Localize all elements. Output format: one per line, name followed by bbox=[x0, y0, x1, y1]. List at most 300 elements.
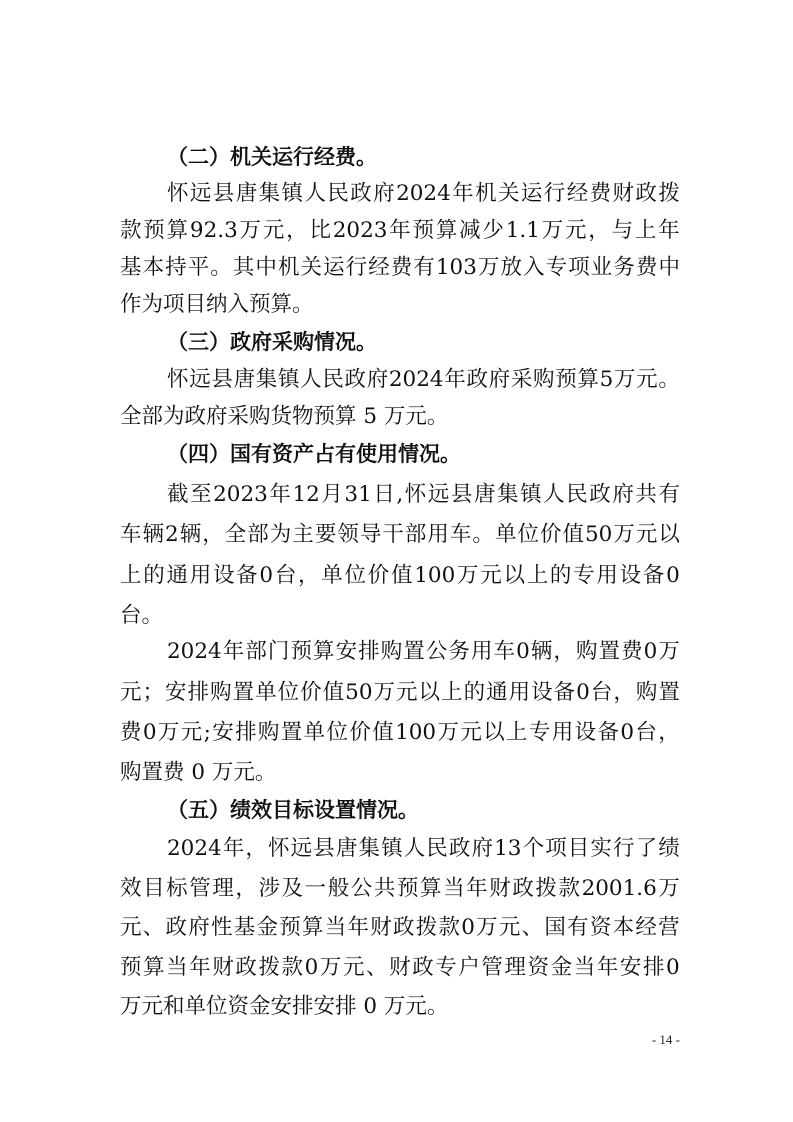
text-glyph: 政 bbox=[393, 915, 415, 940]
text-glyph: 领 bbox=[337, 522, 359, 547]
text-glyph: 购 bbox=[635, 680, 658, 705]
text-glyph: 府 bbox=[488, 367, 511, 392]
text-glyph: 经 bbox=[368, 255, 390, 280]
text-glyph: 元 bbox=[262, 218, 285, 243]
text-glyph: 2024 bbox=[396, 181, 451, 206]
text-glyph: 运 bbox=[323, 255, 345, 280]
text-glyph: 2023 bbox=[332, 218, 388, 243]
text-glyph: 算 bbox=[302, 915, 324, 940]
text-glyph: 府 bbox=[612, 482, 634, 507]
text-glyph: 万 bbox=[477, 255, 500, 280]
text-glyph: 款 bbox=[281, 955, 304, 980]
text-glyph: 安 bbox=[335, 639, 358, 664]
text-glyph: 为 bbox=[269, 522, 292, 547]
text-glyph: , bbox=[396, 482, 404, 507]
text-glyph: 拨 bbox=[535, 876, 557, 901]
text-glyph: 上 bbox=[526, 563, 549, 588]
text-glyph: 置 bbox=[280, 720, 303, 745]
text-glyph: 人 bbox=[304, 181, 326, 206]
text-glyph: 理 bbox=[212, 876, 234, 901]
text-glyph: 上 bbox=[506, 720, 528, 745]
text-glyph: 、 bbox=[521, 915, 544, 940]
paragraph-line bbox=[167, 477, 680, 513]
text-glyph: 31 bbox=[344, 482, 372, 507]
text-glyph: 截 bbox=[167, 482, 189, 507]
text-glyph: 的 bbox=[463, 680, 486, 705]
text-glyph: 远 bbox=[427, 482, 450, 507]
text-glyph: 元 bbox=[635, 522, 658, 547]
text-glyph: 项 bbox=[568, 255, 590, 280]
paragraph-line: 购置费 0 万元。 bbox=[120, 760, 277, 785]
section-heading-2: （二）机关运行经费。 bbox=[167, 145, 377, 169]
text-glyph: 的 bbox=[549, 563, 572, 588]
text-glyph: 购 bbox=[533, 367, 555, 392]
text-glyph: 政 bbox=[344, 367, 367, 392]
text-glyph: 专 bbox=[573, 563, 595, 588]
text-glyph: 减 bbox=[459, 218, 481, 243]
text-glyph: 民 bbox=[327, 181, 349, 206]
text-glyph: 值 bbox=[372, 720, 394, 745]
text-glyph: 上 bbox=[441, 680, 463, 705]
text-glyph: 费 bbox=[589, 181, 612, 206]
text-glyph: 车 bbox=[449, 522, 472, 547]
section-heading-3: （三）政府采购情况。 bbox=[167, 330, 377, 354]
text-glyph: 排 bbox=[187, 680, 210, 705]
text-glyph: 集 bbox=[358, 836, 380, 861]
paragraph-line: 万元和单位资金安排安排 0 万元。 bbox=[120, 994, 449, 1019]
text-glyph: 业 bbox=[590, 255, 613, 280]
text-glyph: 用 bbox=[427, 522, 449, 547]
paragraph-line bbox=[120, 715, 680, 751]
text-glyph: ； bbox=[142, 680, 165, 705]
text-glyph: 排 bbox=[235, 720, 257, 745]
text-glyph: 运 bbox=[520, 181, 543, 206]
text-glyph: 、 bbox=[142, 915, 165, 940]
text-glyph: 远 bbox=[189, 181, 212, 206]
text-glyph: 民 bbox=[566, 482, 588, 507]
text-glyph: 价 bbox=[539, 522, 562, 547]
text-glyph: 通 bbox=[486, 680, 508, 705]
text-glyph: 行 bbox=[543, 181, 566, 206]
text-glyph: 金 bbox=[550, 955, 573, 980]
text-glyph: 设 bbox=[619, 563, 642, 588]
text-glyph: 镇 bbox=[381, 836, 403, 861]
text-glyph: 2023 bbox=[213, 482, 268, 507]
text-glyph: ， bbox=[286, 218, 308, 243]
text-glyph: 镇 bbox=[520, 482, 542, 507]
text-glyph: 年 bbox=[269, 482, 291, 507]
text-glyph: 位 bbox=[344, 563, 367, 588]
text-glyph: 基 bbox=[120, 255, 142, 280]
text-glyph: 部 bbox=[404, 522, 427, 547]
text-glyph: 县 bbox=[211, 367, 233, 392]
text-glyph: 其 bbox=[232, 255, 255, 280]
text-glyph: 台 bbox=[274, 563, 297, 588]
text-glyph: 购 bbox=[257, 720, 280, 745]
text-glyph: 预 bbox=[279, 915, 301, 940]
text-glyph: 部 bbox=[247, 522, 269, 547]
text-glyph: 资 bbox=[527, 955, 550, 980]
text-glyph: 有 bbox=[658, 482, 680, 507]
text-glyph: 0 bbox=[666, 955, 680, 980]
text-glyph: ， bbox=[588, 218, 610, 243]
text-glyph: 元 bbox=[342, 955, 365, 980]
text-glyph: 元 bbox=[460, 720, 482, 745]
text-glyph: 元 bbox=[498, 915, 521, 940]
page-number: - 14 - bbox=[651, 1032, 680, 1047]
text-glyph: 部 bbox=[245, 639, 267, 664]
text-glyph: 费 bbox=[120, 720, 142, 745]
text-glyph: 拨 bbox=[258, 955, 280, 980]
text-glyph: 设 bbox=[212, 563, 235, 588]
text-glyph: ， bbox=[235, 876, 257, 901]
text-glyph: 人 bbox=[543, 482, 565, 507]
text-glyph: 单 bbox=[494, 522, 517, 547]
text-glyph: 当 bbox=[573, 955, 596, 980]
text-glyph: 款 bbox=[438, 915, 461, 940]
text-glyph: 位 bbox=[517, 522, 539, 547]
text-glyph: 集 bbox=[497, 482, 519, 507]
text-glyph: 算 bbox=[143, 955, 165, 980]
text-glyph: 务 bbox=[613, 255, 635, 280]
text-glyph: 万 bbox=[613, 367, 636, 392]
text-glyph: 13 bbox=[494, 836, 522, 861]
text-glyph: 经 bbox=[566, 181, 589, 206]
text-glyph: 平 bbox=[187, 255, 210, 280]
text-glyph: 置 bbox=[403, 639, 425, 664]
text-glyph: 以 bbox=[418, 680, 441, 705]
text-glyph: 2024 bbox=[388, 367, 444, 392]
text-glyph: 财 bbox=[370, 915, 392, 940]
text-glyph: 12 bbox=[292, 482, 320, 507]
text-glyph: 0 bbox=[666, 563, 680, 588]
text-glyph: 车 bbox=[120, 522, 142, 547]
text-glyph: 年 bbox=[222, 639, 245, 664]
paragraph-line bbox=[120, 910, 680, 946]
text-glyph: 金 bbox=[256, 915, 279, 940]
text-glyph: 元 bbox=[480, 563, 502, 588]
text-glyph: 全 bbox=[224, 522, 247, 547]
text-glyph: 万 bbox=[658, 639, 680, 664]
text-glyph: 用 bbox=[551, 720, 574, 745]
text-glyph: 财 bbox=[612, 181, 635, 206]
paragraph-line bbox=[167, 176, 680, 212]
text-glyph: 绩 bbox=[658, 836, 680, 861]
text-glyph: 涉 bbox=[258, 876, 280, 901]
text-glyph: 50 bbox=[585, 522, 613, 547]
text-glyph: 算 bbox=[435, 218, 458, 243]
text-glyph: 预 bbox=[412, 218, 435, 243]
text-glyph: 年 bbox=[658, 218, 680, 243]
text-glyph: 年 bbox=[452, 181, 474, 206]
text-glyph: 2001.6 bbox=[581, 876, 657, 901]
section-heading-4: （四）国有资产占有使用情况。 bbox=[167, 442, 461, 466]
text-glyph: 当 bbox=[443, 876, 465, 901]
text-glyph: 的 bbox=[143, 563, 165, 588]
text-glyph: 行 bbox=[345, 255, 368, 280]
text-glyph: 政 bbox=[589, 482, 611, 507]
text-glyph: 用 bbox=[596, 563, 618, 588]
text-glyph: 资 bbox=[589, 915, 612, 940]
text-glyph: 拨 bbox=[658, 181, 680, 206]
text-glyph: 价 bbox=[300, 680, 322, 705]
paragraph-line bbox=[120, 213, 680, 249]
text-glyph: 上 bbox=[120, 563, 142, 588]
text-glyph: 0 bbox=[643, 639, 658, 664]
text-glyph: 怀 bbox=[167, 367, 189, 392]
text-glyph: 本 bbox=[612, 915, 635, 940]
text-glyph: 100 bbox=[414, 563, 456, 588]
text-glyph: 财 bbox=[389, 955, 411, 980]
text-glyph: 年 bbox=[444, 367, 466, 392]
text-glyph: 财 bbox=[489, 876, 511, 901]
text-glyph: 干 bbox=[382, 522, 404, 547]
text-glyph: 元 bbox=[180, 720, 203, 745]
text-glyph: 年 bbox=[466, 876, 488, 901]
text-glyph: ; bbox=[203, 720, 211, 745]
text-glyph: 排 bbox=[642, 955, 665, 980]
text-glyph: 0 bbox=[142, 720, 157, 745]
text-glyph: 怀 bbox=[404, 482, 427, 507]
text-glyph: 2024 bbox=[167, 639, 222, 664]
text-glyph: 万 bbox=[476, 915, 498, 940]
text-glyph: 单 bbox=[303, 720, 326, 745]
text-glyph: 50 bbox=[345, 680, 373, 705]
text-glyph: 万 bbox=[456, 563, 479, 588]
text-glyph: 92.3 bbox=[189, 218, 238, 243]
text-glyph: 效 bbox=[120, 876, 142, 901]
text-glyph: 购 bbox=[575, 639, 598, 664]
text-glyph: 5 bbox=[599, 367, 614, 392]
text-glyph: 目 bbox=[567, 836, 590, 861]
text-glyph: 主 bbox=[292, 522, 314, 547]
text-glyph: 元 bbox=[396, 680, 418, 705]
text-glyph: 万 bbox=[373, 680, 396, 705]
text-glyph: 位 bbox=[326, 720, 349, 745]
text-glyph: 价 bbox=[367, 563, 390, 588]
text-glyph: 政 bbox=[165, 915, 188, 940]
text-glyph: 基 bbox=[233, 915, 256, 940]
text-glyph: 0 bbox=[516, 639, 530, 664]
paragraph-line bbox=[120, 675, 680, 711]
text-glyph: 置 bbox=[598, 639, 621, 664]
text-glyph: 专 bbox=[545, 255, 568, 280]
text-glyph: 设 bbox=[574, 720, 597, 745]
text-glyph: 辆 bbox=[530, 639, 553, 664]
text-glyph: 中 bbox=[255, 255, 277, 280]
text-glyph: 公 bbox=[350, 876, 373, 901]
text-glyph: 政 bbox=[412, 955, 434, 980]
text-glyph: 共 bbox=[373, 876, 396, 901]
text-glyph: 辆 bbox=[179, 522, 202, 547]
text-glyph: 采 bbox=[510, 367, 533, 392]
text-glyph: 中 bbox=[658, 255, 680, 280]
text-glyph: 预 bbox=[143, 218, 165, 243]
text-glyph: 政 bbox=[350, 181, 372, 206]
text-glyph: 当 bbox=[324, 915, 347, 940]
text-glyph: 管 bbox=[189, 876, 211, 901]
text-glyph: 元 bbox=[565, 218, 587, 243]
paragraph-line bbox=[167, 634, 680, 670]
text-glyph: 预 bbox=[396, 876, 419, 901]
text-glyph: 年 bbox=[222, 836, 245, 861]
text-glyph: 专 bbox=[435, 955, 457, 980]
text-glyph: ， bbox=[658, 720, 680, 745]
text-glyph: 上 bbox=[634, 218, 657, 243]
text-glyph: 府 bbox=[471, 836, 494, 861]
text-glyph: 专 bbox=[528, 720, 551, 745]
text-glyph: 费 bbox=[390, 255, 413, 280]
text-glyph: 值 bbox=[562, 522, 584, 547]
text-glyph: 政 bbox=[448, 836, 471, 861]
text-glyph: 设 bbox=[531, 680, 553, 705]
text-glyph: 元 bbox=[636, 367, 658, 392]
text-glyph: 通 bbox=[166, 563, 188, 588]
text-glyph: 万 bbox=[157, 720, 180, 745]
text-glyph: 要 bbox=[314, 522, 337, 547]
text-glyph: 政 bbox=[512, 876, 534, 901]
text-glyph: 预 bbox=[555, 367, 577, 392]
text-glyph: 103 bbox=[435, 255, 477, 280]
text-glyph: 位 bbox=[277, 680, 300, 705]
text-glyph: 0 bbox=[620, 720, 635, 745]
text-glyph: 购 bbox=[210, 680, 232, 705]
text-glyph: 、 bbox=[366, 955, 388, 980]
text-glyph: 算 bbox=[577, 367, 599, 392]
text-glyph: 0 bbox=[461, 915, 475, 940]
text-glyph: 性 bbox=[211, 915, 233, 940]
text-glyph: 单 bbox=[255, 680, 277, 705]
text-glyph: 国 bbox=[544, 915, 566, 940]
text-glyph: 县 bbox=[450, 482, 473, 507]
text-glyph: 1.1 bbox=[505, 218, 540, 243]
text-glyph: 了 bbox=[635, 836, 658, 861]
text-glyph: 项 bbox=[545, 836, 567, 861]
text-glyph: 集 bbox=[258, 181, 281, 206]
text-glyph: 算 bbox=[166, 218, 189, 243]
text-glyph: 。 bbox=[658, 367, 680, 392]
text-glyph: 以 bbox=[483, 720, 505, 745]
text-glyph: 标 bbox=[166, 876, 188, 901]
text-glyph: ， bbox=[298, 563, 320, 588]
text-glyph: 营 bbox=[658, 915, 680, 940]
text-glyph: ， bbox=[202, 522, 224, 547]
text-glyph: 人 bbox=[403, 836, 426, 861]
text-glyph: 与 bbox=[611, 218, 634, 243]
text-glyph: 目 bbox=[143, 876, 165, 901]
paragraph-line bbox=[120, 250, 680, 286]
text-glyph: 备 bbox=[642, 563, 665, 588]
text-glyph: 管 bbox=[481, 955, 503, 980]
text-glyph: 集 bbox=[255, 367, 278, 392]
text-glyph: 至 bbox=[190, 482, 212, 507]
text-glyph: 。 bbox=[210, 255, 232, 280]
text-glyph: 放 bbox=[500, 255, 523, 280]
text-glyph: 有 bbox=[413, 255, 435, 280]
text-glyph: 关 bbox=[497, 181, 520, 206]
text-glyph: 户 bbox=[458, 955, 480, 980]
text-glyph: 。 bbox=[472, 522, 494, 547]
text-glyph: 费 bbox=[621, 639, 643, 664]
text-glyph: 0 bbox=[576, 680, 590, 705]
text-glyph: 远 bbox=[189, 367, 211, 392]
text-glyph: 民 bbox=[426, 836, 448, 861]
text-glyph: 本 bbox=[142, 255, 165, 280]
text-glyph: 预 bbox=[290, 639, 312, 664]
text-glyph: 安 bbox=[212, 720, 234, 745]
text-glyph: 备 bbox=[236, 563, 258, 588]
text-glyph: 安 bbox=[619, 955, 642, 980]
text-glyph: 县 bbox=[212, 181, 235, 206]
paragraph-line bbox=[120, 871, 680, 907]
paragraph-line bbox=[120, 558, 680, 594]
text-glyph: 有 bbox=[567, 915, 589, 940]
text-glyph: 门 bbox=[267, 639, 290, 664]
text-glyph: 人 bbox=[300, 367, 322, 392]
text-glyph: 个 bbox=[522, 836, 545, 861]
text-glyph: 唐 bbox=[235, 181, 258, 206]
text-glyph: 0 bbox=[304, 955, 319, 980]
text-glyph: 镇 bbox=[277, 367, 300, 392]
text-glyph: 理 bbox=[504, 955, 527, 980]
text-glyph: 机 bbox=[475, 181, 497, 206]
text-glyph: 车 bbox=[493, 639, 516, 664]
text-glyph: 县 bbox=[313, 836, 335, 861]
text-glyph: 唐 bbox=[473, 482, 496, 507]
text-glyph: 万 bbox=[239, 218, 262, 243]
text-glyph: 以 bbox=[503, 563, 525, 588]
text-glyph: 2024 bbox=[167, 836, 222, 861]
text-glyph: 用 bbox=[470, 639, 493, 664]
text-glyph: 月 bbox=[321, 482, 343, 507]
text-glyph: 安 bbox=[165, 680, 187, 705]
text-glyph: 用 bbox=[508, 680, 531, 705]
text-glyph: 万 bbox=[658, 876, 680, 901]
paragraph-line: 全部为政府采购货物预算 5 万元。 bbox=[120, 404, 449, 429]
text-glyph: 日 bbox=[373, 482, 395, 507]
text-glyph: 年 bbox=[596, 955, 619, 980]
text-glyph: 年 bbox=[189, 955, 211, 980]
text-glyph: 经 bbox=[635, 915, 657, 940]
text-glyph: 政 bbox=[235, 955, 257, 980]
text-glyph: 一 bbox=[304, 876, 327, 901]
text-glyph: 公 bbox=[425, 639, 448, 664]
text-glyph: 万 bbox=[613, 522, 635, 547]
text-glyph: 置 bbox=[232, 680, 255, 705]
text-glyph: 比 bbox=[309, 218, 331, 243]
text-glyph: 排 bbox=[358, 639, 380, 664]
text-glyph: 唐 bbox=[335, 836, 358, 861]
text-glyph: 共 bbox=[635, 482, 657, 507]
text-glyph: 100 bbox=[395, 720, 437, 745]
text-glyph: ， bbox=[613, 680, 635, 705]
text-glyph: 少 bbox=[482, 218, 504, 243]
paragraph-line: 作为项目纳入预算。 bbox=[120, 292, 314, 317]
text-glyph: 怀 bbox=[167, 181, 189, 206]
text-glyph: 台 bbox=[590, 680, 613, 705]
text-glyph: 府 bbox=[373, 181, 395, 206]
text-glyph: 年 bbox=[347, 915, 370, 940]
text-glyph: 台 bbox=[635, 720, 657, 745]
text-glyph: 般 bbox=[327, 876, 350, 901]
text-glyph: 元 bbox=[120, 915, 142, 940]
text-glyph: 行 bbox=[613, 836, 635, 861]
text-glyph: 导 bbox=[359, 522, 382, 547]
text-glyph: 务 bbox=[448, 639, 470, 664]
text-glyph: 当 bbox=[166, 955, 188, 980]
text-glyph: 政 bbox=[635, 181, 657, 206]
text-glyph: 实 bbox=[590, 836, 612, 861]
